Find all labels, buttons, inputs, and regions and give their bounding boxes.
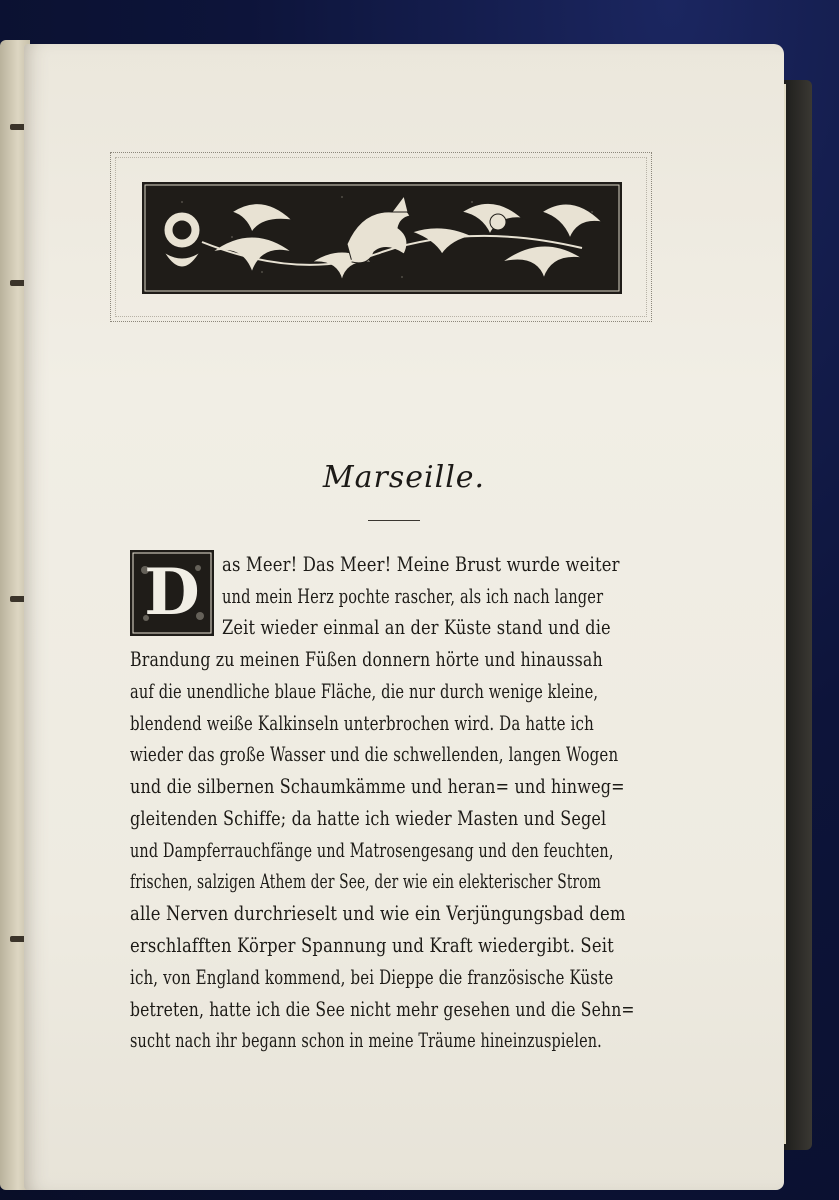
text-line: gleitenden Schiffe; da hatte ich wieder Masten und Segel [130,806,607,830]
dragon-ornament-icon [142,182,622,294]
text-line: erschlafften Körper Spannung und Kraft wiedergibt. Seit [130,933,614,957]
text-line: frischen, salzigen Athem der See, der wie ein elekterischer Strom [130,869,601,893]
text-line: wieder das große Wasser und die schwellenden, langen Wogen [130,742,619,766]
title-divider [368,520,420,521]
text-line: alle Nerven durchrieselt und wie ein Verjüngungsbad dem [130,901,626,925]
text-line: blendend weiße Kalkinseln unterbrochen wird. Da hatte ich [130,711,594,735]
text-line: auf die unendliche blaue Fläche, die nur durch wenige kleine, [130,679,599,703]
text-line: ich, von England kommend, bei Dieppe die französische Küste [130,965,614,989]
text-line: sucht nach ihr begann schon in meine Träume hineinzuspielen. [130,1028,602,1052]
text-line: und mein Herz pochte rascher, als ich nach langer [222,584,604,608]
text-line: und Dampferrauchfänge und Matrosengesang und den feuchten, [130,838,614,862]
text-line: as Meer! Das Meer! Meine Brust wurde weiter [222,552,620,576]
text-line: Zeit wieder einmal an der Küste stand und die [222,615,611,639]
text-line: betreten, hatte ich die See nicht mehr gesehen und die Sehn= [130,997,635,1021]
chapter-title: Marseille. [322,460,486,495]
dropcap-letter: D [144,555,200,630]
text-line: und die silbernen Schaumkämme und heran= und hinweg= [130,774,625,798]
text-line: Brandung zu meinen Füßen donnern hörte und hinaussah [130,647,603,671]
